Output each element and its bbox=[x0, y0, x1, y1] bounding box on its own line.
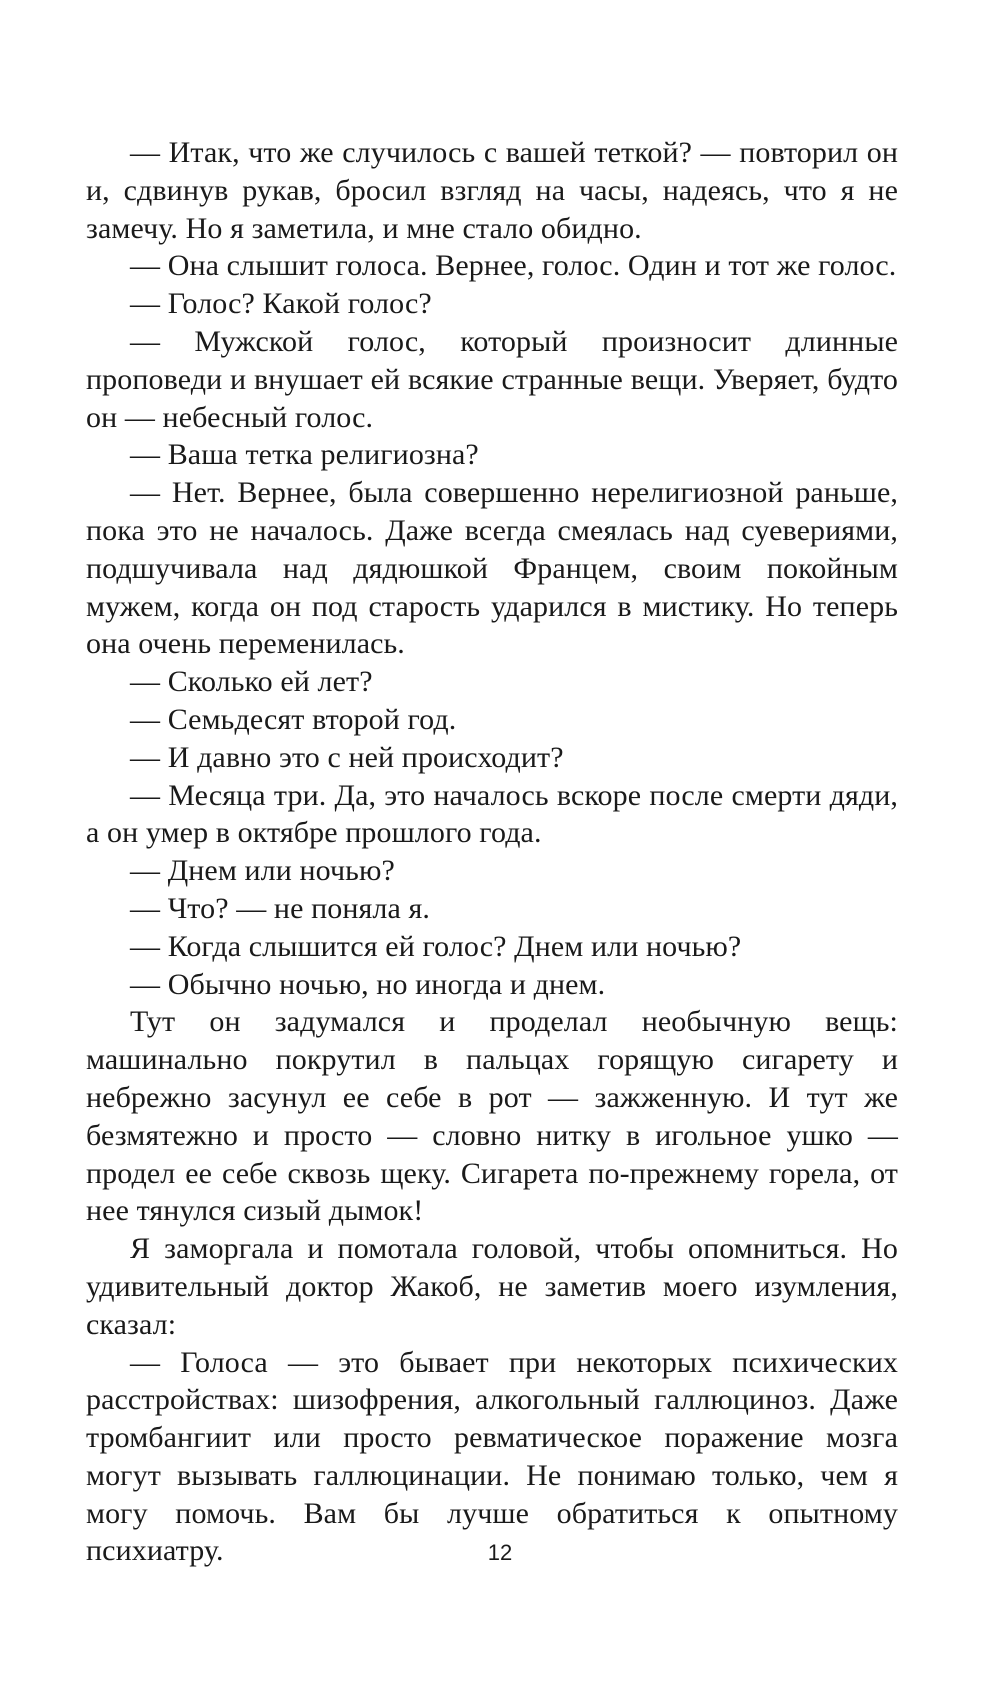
paragraph: Тут он задумался и проделал необычную вещь: машинально покрутил в пальцах горящую сигарету и небрежно засунул ее себе в рот — зажженную. И тут же безмятежно и просто — словно нитку в игольное ушко — продел ее себе сквозь щеку. Сигарета по-прежнему горела, от нее тянулся сизый дымок! bbox=[86, 1005, 898, 1228]
paragraph: — Семьдесят второй год. bbox=[130, 702, 457, 736]
paragraph: — Обычно ночью, но иногда и днем. bbox=[130, 967, 606, 1001]
page-number: 12 bbox=[487, 1540, 513, 1565]
paragraph: — Итак, что же случилось с вашей теткой? — повторил он и, сдвинув рукав, бросил взгляд на часы, надеясь, что я не замечу. Но я заметила, и мне стало обидно. bbox=[86, 136, 898, 245]
paragraph: — Голоса — это бывает при некоторых психических расстройствах: шизофрения, алкогольный галлюциноз. Даже тромбангиит или просто ревматическое поражение мозга могут вызывать галлюцинации. Не понимаю только, чем я могу помочь. Вам бы лучше обратиться к опытному психиатру. bbox=[86, 1345, 898, 1568]
paragraph: — Ваша тетка религиозна? bbox=[130, 438, 479, 472]
paragraph: — Мужской голос, который произносит длинные проповеди и внушает ей всякие странные вещи. Уверяет, будто он — небесный голос. bbox=[86, 324, 898, 434]
body-text bbox=[86, 134, 898, 1570]
paragraph: — Днем или ночью? bbox=[130, 854, 395, 888]
paragraph: — Она слышит голоса. Вернее, голос. Один и тот же голос. bbox=[130, 249, 897, 283]
paragraph: — Голос? Какой голос? bbox=[130, 287, 432, 321]
paragraph: — Месяца три. Да, это началось вскоре после смерти дяди, а он умер в октябре прошлого года. bbox=[86, 778, 898, 850]
paragraph: — Нет. Вернее, была совершенно нерелигиозной раньше, пока это не началось. Даже всегда смеялась над суевериями, подшучивала над дядюшкой Францем, своим покойным мужем, когда он под старость ударился в мистику. Но теперь она очень переменилась. bbox=[86, 476, 898, 661]
paragraph: — Что? — не поняла я. bbox=[130, 891, 430, 925]
paragraph: — И давно это с ней происходит? bbox=[130, 740, 564, 774]
paragraph: Я заморгала и помотала головой, чтобы опомниться. Но удивительный доктор Жакоб, не заметив моего изумления, сказал: bbox=[86, 1232, 898, 1341]
paragraph: — Сколько ей лет? bbox=[130, 665, 373, 699]
paragraph: — Когда слышится ей голос? Днем или ночью? bbox=[130, 929, 742, 963]
